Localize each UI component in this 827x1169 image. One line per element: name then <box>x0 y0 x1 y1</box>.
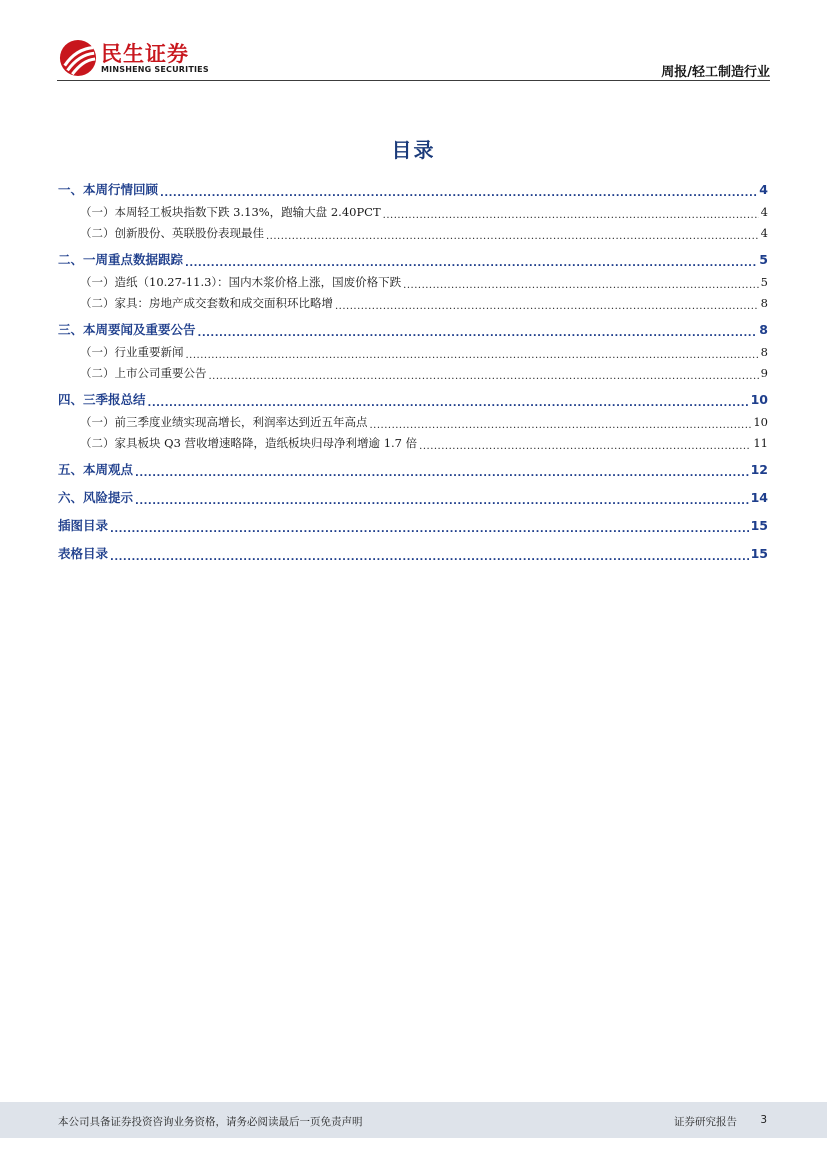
toc-subsection-link[interactable] <box>58 225 768 246</box>
toc-dot-leader <box>403 281 759 293</box>
toc-dot-leader <box>335 302 759 314</box>
toc-section-link[interactable] <box>58 460 768 484</box>
toc-dot-leader <box>209 372 759 384</box>
toc-entry-page: 12 <box>750 462 768 477</box>
footer-report-type: 证券研究报告 <box>674 1116 737 1128</box>
minsheng-logo <box>57 34 217 80</box>
toc-dot-leader <box>186 351 759 363</box>
minsheng-logo-icon <box>59 39 97 77</box>
toc-entry-label: 五、本周观点 <box>58 462 134 477</box>
toc-entry-page: 5 <box>759 252 768 267</box>
toc-entry-label: 表格目录 <box>58 546 109 561</box>
toc-entry-label: 二、一周重点数据跟踪 <box>58 252 184 267</box>
toc-entry-label: 六、风险提示 <box>58 490 134 505</box>
toc-entry-page: 8 <box>760 296 768 310</box>
toc-entry-page: 9 <box>760 366 768 380</box>
toc-dot-leader <box>148 399 749 412</box>
toc-dot-leader <box>135 497 749 510</box>
toc-dot-leader <box>110 525 749 538</box>
toc-section-link[interactable] <box>58 320 768 344</box>
toc-entry-label: 插图目录 <box>58 518 109 533</box>
toc-subsection-link[interactable] <box>58 435 768 456</box>
toc-entry-page: 11 <box>753 436 768 450</box>
toc-entry-page: 8 <box>759 322 768 337</box>
toc-dot-leader <box>110 553 749 566</box>
toc-entry-page: 10 <box>753 415 768 429</box>
brand-name-en: MINSHENG SECURITIES <box>101 65 209 74</box>
toc-entry-label: 三、本周要闻及重要公告 <box>58 322 196 337</box>
toc-entry-label: （一）本周轻工板块指数下跌 3.13%，跑输大盘 2.40PCT <box>80 205 381 219</box>
toc-entry-page: 14 <box>750 490 768 505</box>
toc-dot-leader <box>370 421 752 433</box>
toc-title: 目录 <box>391 138 436 162</box>
toc-entry-label: （二）家具板块 Q3 营收增速略降，造纸板块归母净利增逾 1.7 倍 <box>80 436 418 450</box>
toc-entry-page: 4 <box>760 226 768 240</box>
toc-dot-leader <box>160 189 757 202</box>
page-header <box>57 34 770 82</box>
toc-subsection-link[interactable] <box>58 344 768 365</box>
toc-entry-page: 5 <box>760 275 768 289</box>
toc-subsection-link[interactable] <box>58 204 768 225</box>
footer-page-number: 3 <box>760 1114 767 1126</box>
table-of-contents <box>58 176 768 568</box>
toc-entry-page: 15 <box>750 546 768 561</box>
toc-subsection-link[interactable] <box>58 414 768 435</box>
brand-name-cn: 民生证券 <box>101 42 189 66</box>
toc-section-link[interactable] <box>58 488 768 512</box>
toc-entry-label: （一）造纸（10.27-11.3）：国内木浆价格上涨，国废价格下跌 <box>80 275 402 289</box>
toc-section-link[interactable] <box>58 544 768 568</box>
toc-section-link[interactable] <box>58 390 768 414</box>
toc-entry-page: 10 <box>750 392 768 407</box>
toc-subsection-link[interactable] <box>58 274 768 295</box>
toc-entry-label: （二）创新股份、英联股份表现最佳 <box>80 226 264 240</box>
toc-entry-label: 一、本周行情回顾 <box>58 182 159 197</box>
toc-subsection-link[interactable] <box>58 295 768 316</box>
toc-entry-page: 15 <box>750 518 768 533</box>
toc-entry-page: 4 <box>759 182 768 197</box>
page-footer <box>0 1102 827 1138</box>
toc-entry-label: 四、三季报总结 <box>58 392 146 407</box>
toc-entry-label: （一）行业重要新闻 <box>80 345 184 359</box>
toc-dot-leader <box>419 442 751 454</box>
toc-entry-label: （二）上市公司重要公告 <box>80 366 207 380</box>
document-category: 周报/轻工制造行业 <box>661 65 770 80</box>
toc-section-link[interactable] <box>58 516 768 540</box>
toc-dot-leader <box>198 329 758 342</box>
toc-entry-label: （一）前三季度业绩实现高增长，利润率达到近五年高点 <box>80 415 368 429</box>
toc-entry-label: （二）家具：房地产成交套数和成交面积环比略增 <box>80 296 333 310</box>
toc-dot-leader <box>185 259 757 272</box>
toc-section-link[interactable] <box>58 250 768 274</box>
toc-section-link[interactable] <box>58 180 768 204</box>
toc-entry-page: 8 <box>760 345 768 359</box>
header-divider <box>57 80 770 81</box>
toc-dot-leader <box>383 211 759 223</box>
footer-disclaimer: 本公司具备证券投资咨询业务资格，请务必阅读最后一页免责声明 <box>58 1116 363 1128</box>
toc-entry-page: 4 <box>760 205 768 219</box>
toc-subsection-link[interactable] <box>58 365 768 386</box>
toc-dot-leader <box>135 469 749 482</box>
toc-dot-leader <box>266 232 759 244</box>
